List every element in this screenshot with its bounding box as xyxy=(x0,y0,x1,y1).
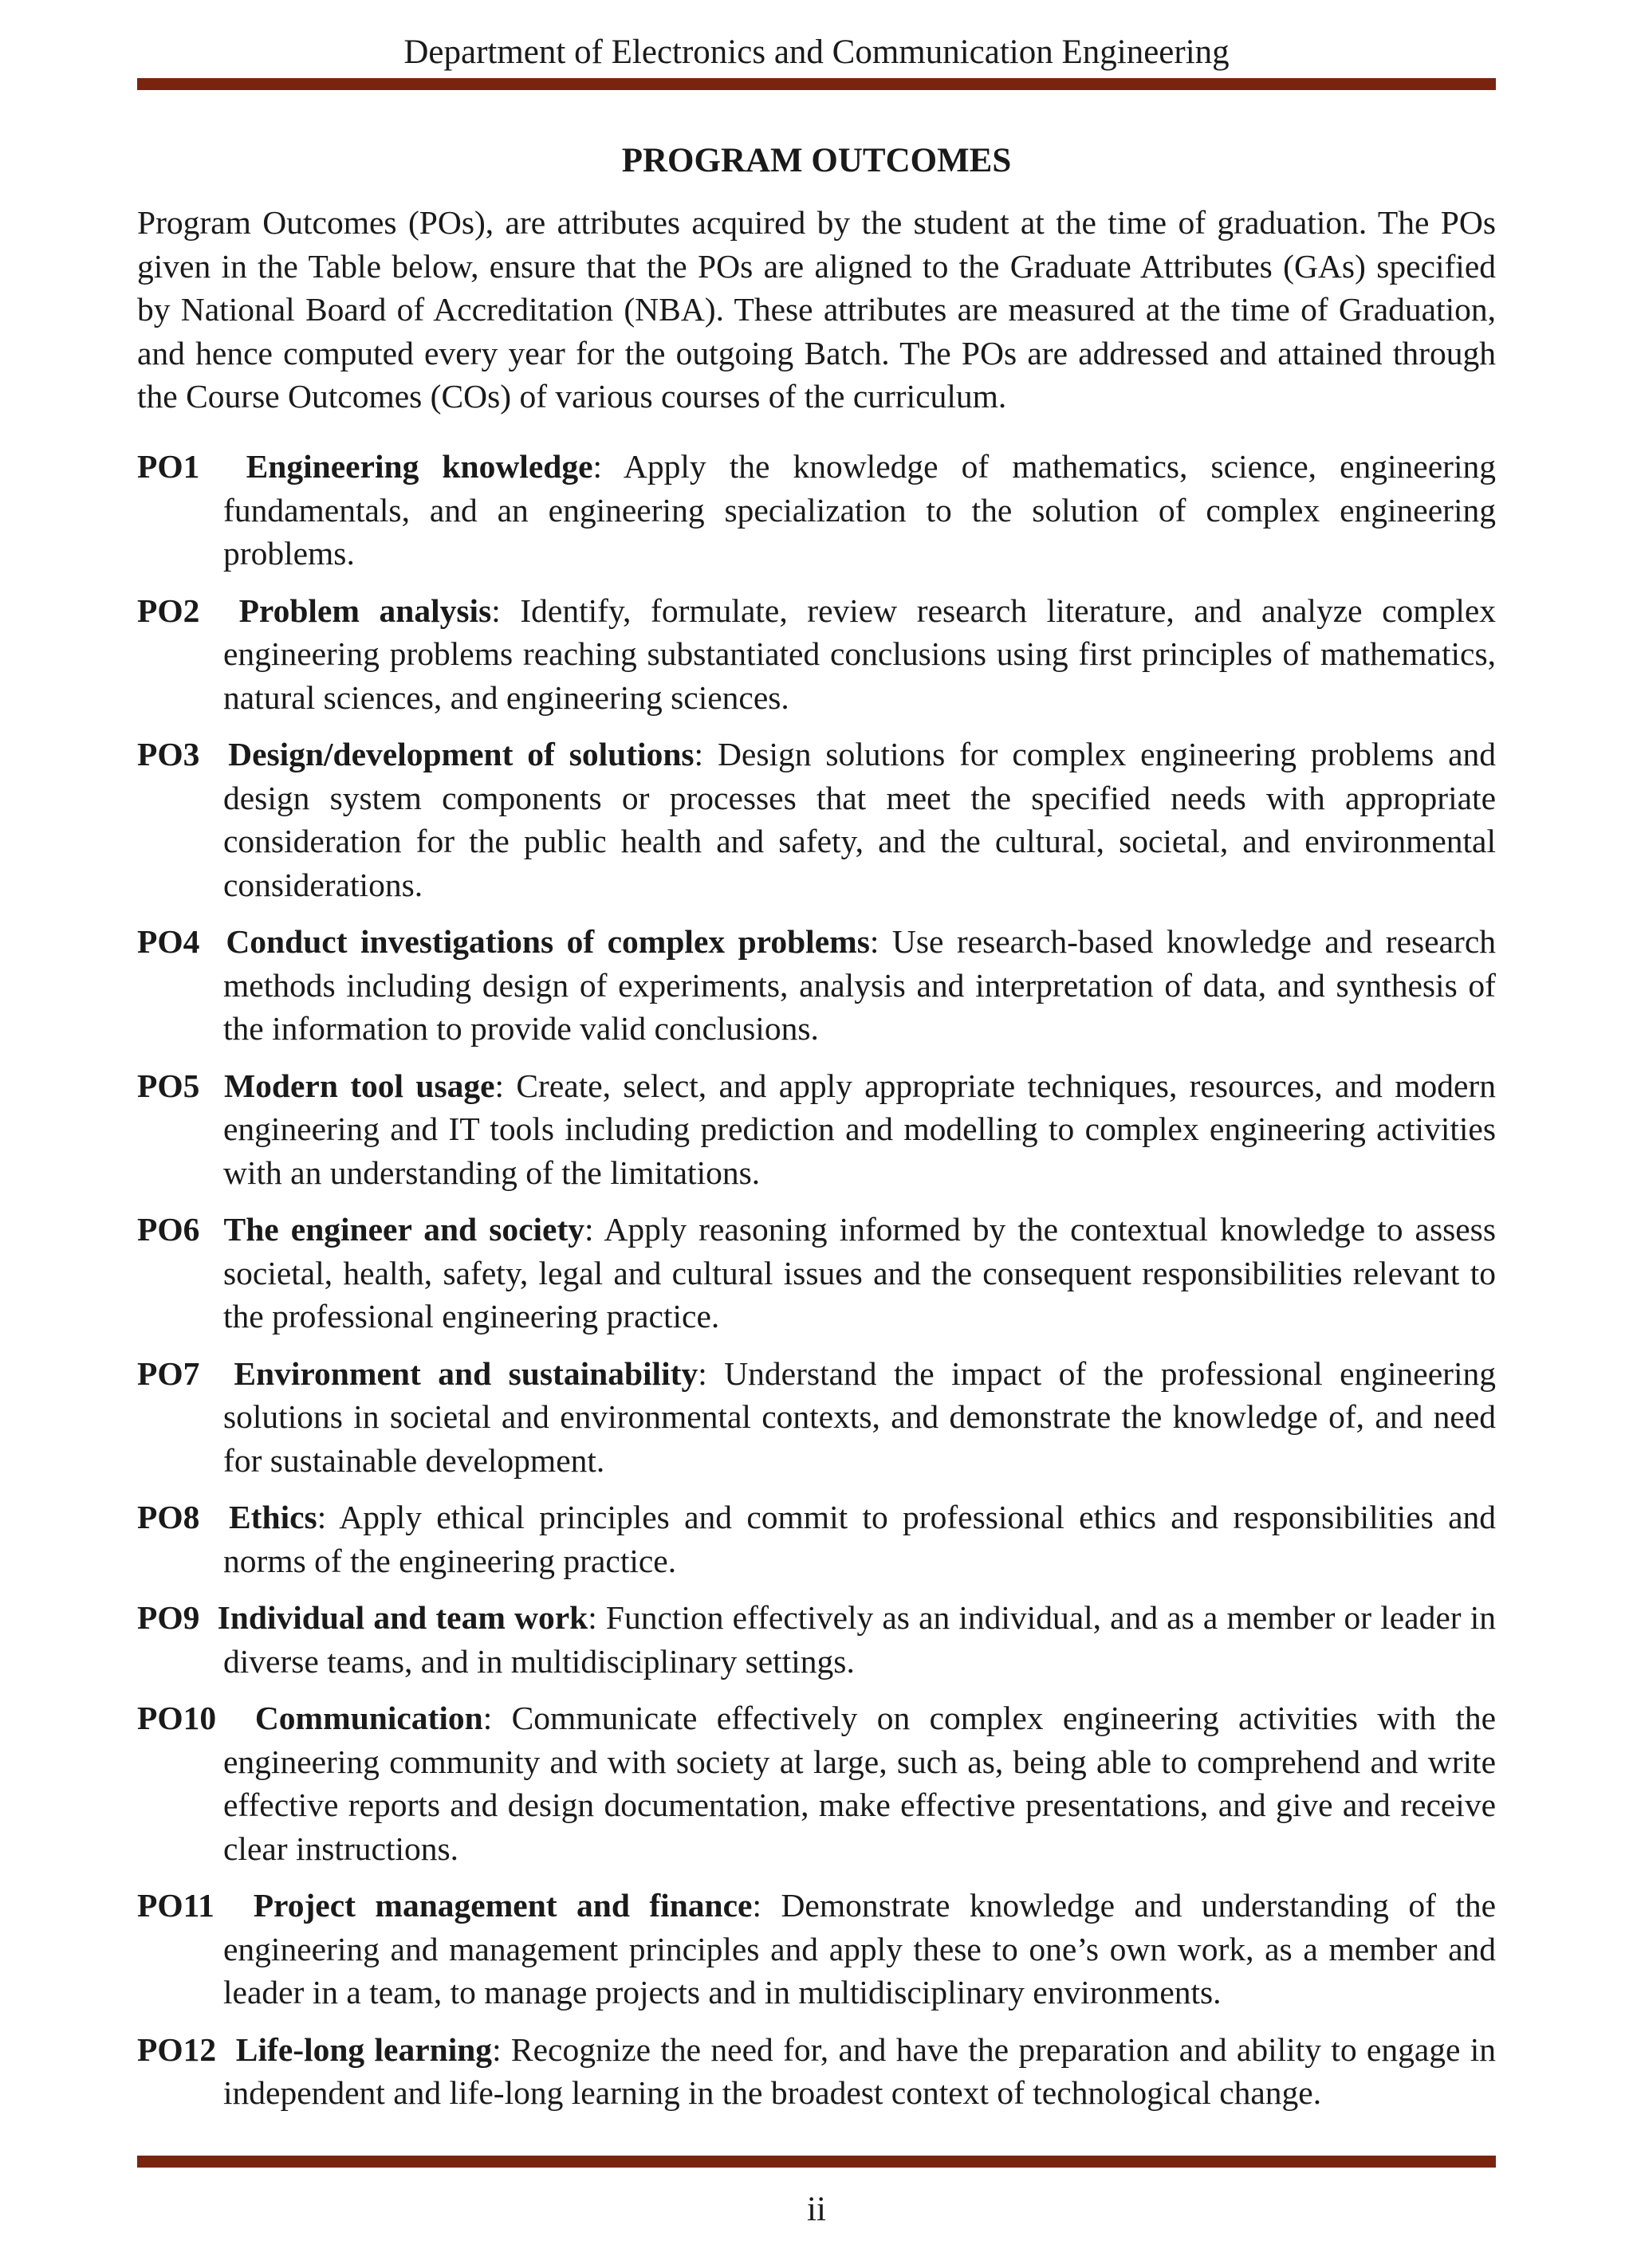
po-code: PO9 xyxy=(137,1599,200,1636)
po-item-1: PO1 Engineering knowledge: Apply the knowledge of mathematics, science, engineering fundamentals, and an engineering specialization to the solution of complex engineering problems. xyxy=(137,448,1496,572)
po-item-4: PO4 Conduct investigations of complex problems: Use research-based knowledge and research methods including design of experiments, analysis and interpretation of data, and synthesis of the information to provide valid conclusions. xyxy=(137,923,1497,1047)
po-item-8: PO8 Ethics: Apply ethical principles and commit to professional ethics and responsibilities and norms of the engineering practice. xyxy=(137,1499,1496,1579)
po-description: Create, select, and apply appropriate techniques, resources, and modern engineering and IT tools including prediction and modelling to complex engineering activities with an understanding of the limitations. xyxy=(223,1067,1497,1191)
program-outcomes-list xyxy=(137,445,1496,2128)
footer-rule xyxy=(137,2156,1496,2168)
po-title: Individual and team work xyxy=(217,1599,588,1636)
po-title: Life-long learning xyxy=(235,2030,493,2068)
po-item-5: PO5 Modern tool usage: Create, select, and apply appropriate techniques, resources, and modern engineering and IT tools including prediction and modelling to complex engineering activities with an understanding of the limitations. xyxy=(137,1067,1497,1191)
po-description: Apply ethical principles and commit to professional ethics and responsibilities and norms of the engineering practice. xyxy=(223,1499,1496,1579)
po-item-9: PO9 Individual and team work: Function effectively as an individual, and as a member or leader in diverse teams, and in multidisciplinary settings. xyxy=(137,1599,1496,1680)
intro-paragraph: Program Outcomes (POs), are attributes acquired by the student at the time of graduation. The POs given in the Table below, ensure that the POs are aligned to the Graduate Attributes (GAs) specified by National Board of Accreditation (NBA). These attributes are measured at the time of Graduation, and hence computed every year for the outgoing Batch. The POs are addressed and attained through the Course Outcomes (COs) of various courses of the curriculum. xyxy=(137,204,1496,415)
po-title: Communication xyxy=(254,1700,483,1736)
po-description: Recognize the need for, and have the preparation and ability to engage in independent and life-long learning in the broadest context of technological change. xyxy=(223,2030,1497,2111)
po-code: PO6 xyxy=(137,1211,200,1248)
po-description: Understand the impact of the professional engineering solutions in societal and environmental contexts, and demonstrate the knowledge of, and need for sustainable development. xyxy=(223,1354,1496,1479)
po-description: Function effectively as an individual, and as a member or leader in diverse teams, and in multidisciplinary settings. xyxy=(223,1599,1496,1680)
po-code: PO2 xyxy=(137,592,200,629)
po-code: PO3 xyxy=(137,736,200,772)
po-code: PO10 xyxy=(137,1700,217,1736)
header-rule xyxy=(137,78,1496,90)
po-code: PO7 xyxy=(137,1354,200,1392)
po-item-3: PO3 Design/development of solutions: Design solutions for complex engineering problems and design system components or processes that meet the specified needs with appropriate consideration for the public health and safety, and the cultural, societal, and environmental considerations. xyxy=(137,736,1497,903)
po-code: PO12 xyxy=(137,2030,217,2068)
po-item-10: PO10 Communication: Communicate effectively on complex engineering activities with the engineering community and with society at large, such as, being able to comprehend and write effective reports and design documentation, make effective presentations, and give and receive clear instructions. xyxy=(137,1700,1497,1867)
po-code: PO11 xyxy=(137,1887,214,1924)
po-code: PO1 xyxy=(137,448,200,485)
po-description: Communicate effectively on complex engineering activities with the engineering community and with society at large, such as, being able to comprehend and write effective reports and design documentation, make effective presentations, and give and receive clear instructions. xyxy=(223,1700,1497,1867)
po-code: PO5 xyxy=(137,1067,200,1104)
po-title: Conduct investigations of complex problems xyxy=(226,923,870,960)
page-number: ii xyxy=(807,2191,826,2228)
po-item-11: PO11 Project management and finance: Demonstrate knowledge and understanding of the engineering and management principles and apply these to one’s own work, as a member and leader in a team, to manage projects and in multidisciplinary environments. xyxy=(137,1887,1497,2011)
po-item-2: PO2 Problem analysis: Identify, formulate, review research literature, and analyze complex engineering problems reaching substantiated conclusions using first principles of mathematics, natural sciences, and engineering sciences. xyxy=(137,592,1497,716)
department-header: Department of Electronics and Communication Engineering xyxy=(403,33,1230,71)
po-description: Apply reasoning informed by the contextual knowledge to assess societal, health, safety, legal and cultural issues and the consequent responsibilities relevant to the professional engineering practice. xyxy=(223,1211,1496,1334)
po-title: Modern tool usage xyxy=(224,1067,495,1104)
po-code: PO4 xyxy=(137,923,200,960)
po-title: The engineer and society xyxy=(223,1211,585,1248)
po-title: Project management and finance xyxy=(253,1887,753,1924)
po-description: Use research-based knowledge and research methods including design of experiments, analysis and interpretation of data, and synthesis of the information to provide valid conclusions. xyxy=(223,923,1497,1047)
section-title: PROGRAM OUTCOMES xyxy=(621,142,1012,179)
po-title: Design/development of solutions xyxy=(228,736,695,772)
po-description: Demonstrate knowledge and understanding of the engineering and management principles and apply these to one’s own work, as a member and leader in a team, to manage projects and in multidisciplinary environments. xyxy=(223,1887,1497,2011)
po-item-7: PO7 Environment and sustainability: Understand the impact of the professional engineering solutions in societal and environmental contexts, and demonstrate the knowledge of, and need for sustainable development. xyxy=(137,1354,1496,1479)
po-title: Environment and sustainability xyxy=(234,1354,698,1392)
po-title: Problem analysis xyxy=(238,592,492,629)
po-code: PO8 xyxy=(137,1499,200,1535)
po-item-6: PO6 The engineer and society: Apply reasoning informed by the contextual knowledge to assess societal, health, safety, legal and cultural issues and the consequent responsibilities relevant to the professional engineering practice. xyxy=(137,1211,1496,1334)
po-title: Ethics xyxy=(229,1499,317,1535)
po-description: Identify, formulate, review research literature, and analyze complex engineering problems reaching substantiated conclusions using first principles of mathematics, natural sciences, and engineering sciences. xyxy=(223,592,1497,716)
po-item-12: PO12 Life-long learning: Recognize the need for, and have the preparation and ability to engage in independent and life-long learning in the broadest context of technological change. xyxy=(137,2030,1497,2111)
po-description: Apply the knowledge of mathematics, science, engineering fundamentals, and an engineering specialization to the solution of complex engineering problems. xyxy=(223,448,1496,572)
po-description: Design solutions for complex engineering problems and design system components or processes that meet the specified needs with appropriate consideration for the public health and safety, and the cultural, societal, and environmental considerations. xyxy=(223,736,1497,903)
po-title: Engineering knowledge xyxy=(246,448,593,485)
